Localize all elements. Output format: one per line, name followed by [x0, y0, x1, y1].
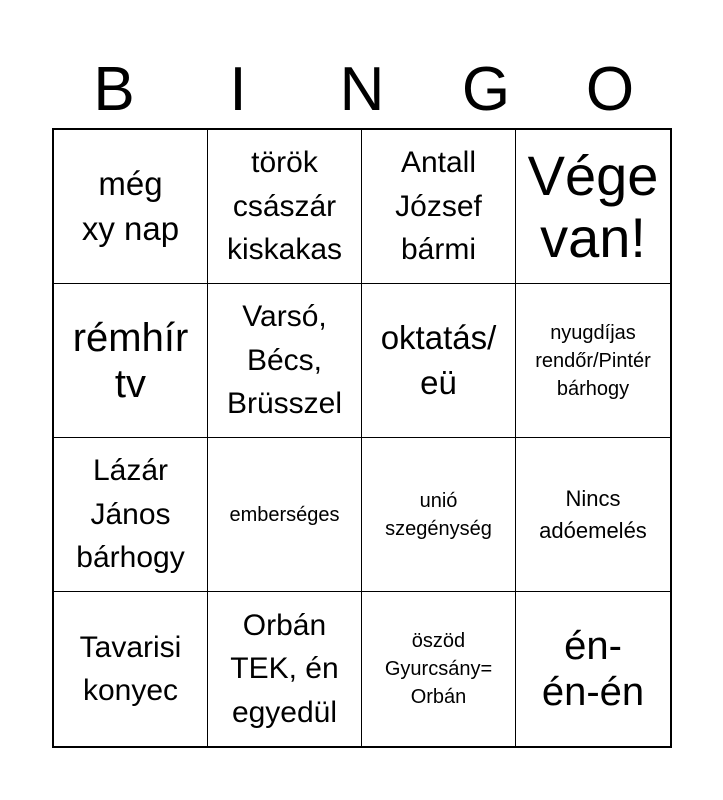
bingo-cell[interactable]: Vége van!	[516, 130, 670, 284]
bingo-cell[interactable]: Varsó, Bécs, Brüsszel	[208, 284, 362, 438]
bingo-cell[interactable]: rémhír tv	[54, 284, 208, 438]
bingo-cell[interactable]: Nincs adóemelés	[516, 438, 670, 592]
header-letter-g: G	[461, 55, 511, 124]
bingo-cell[interactable]: öszöd Gyurcsány= Orbán	[362, 592, 516, 746]
bingo-cell[interactable]: én- én-én	[541, 624, 645, 714]
header-letter-b: B	[93, 55, 135, 124]
bingo-cell[interactable]: Tavarisi konyec	[54, 592, 208, 746]
bingo-header	[52, 52, 672, 128]
bingo-cell[interactable]: unió szegénység	[362, 438, 516, 592]
bingo-cell[interactable]: Lázár János bárhogy	[54, 438, 208, 592]
header-letter-o: O	[585, 55, 635, 124]
bingo-cell[interactable]: még xy nap	[54, 130, 208, 284]
bingo-cell[interactable]: nyugdíjas rendőr/Pintér bárhogy	[516, 284, 670, 438]
bingo-cell[interactable]: emberséges	[208, 438, 362, 592]
bingo-cell[interactable]: Orbán TEK, én egyedül	[208, 592, 362, 746]
bingo-cell[interactable]: török császár kiskakas	[208, 130, 362, 284]
bingo-cell[interactable]: oktatás/ eü	[362, 284, 516, 438]
bingo-cell[interactable]: Antall József bármi	[362, 130, 516, 284]
header-letter-n: N	[339, 55, 385, 124]
bingo-grid	[52, 128, 672, 748]
header-letter-i: I	[229, 55, 247, 124]
